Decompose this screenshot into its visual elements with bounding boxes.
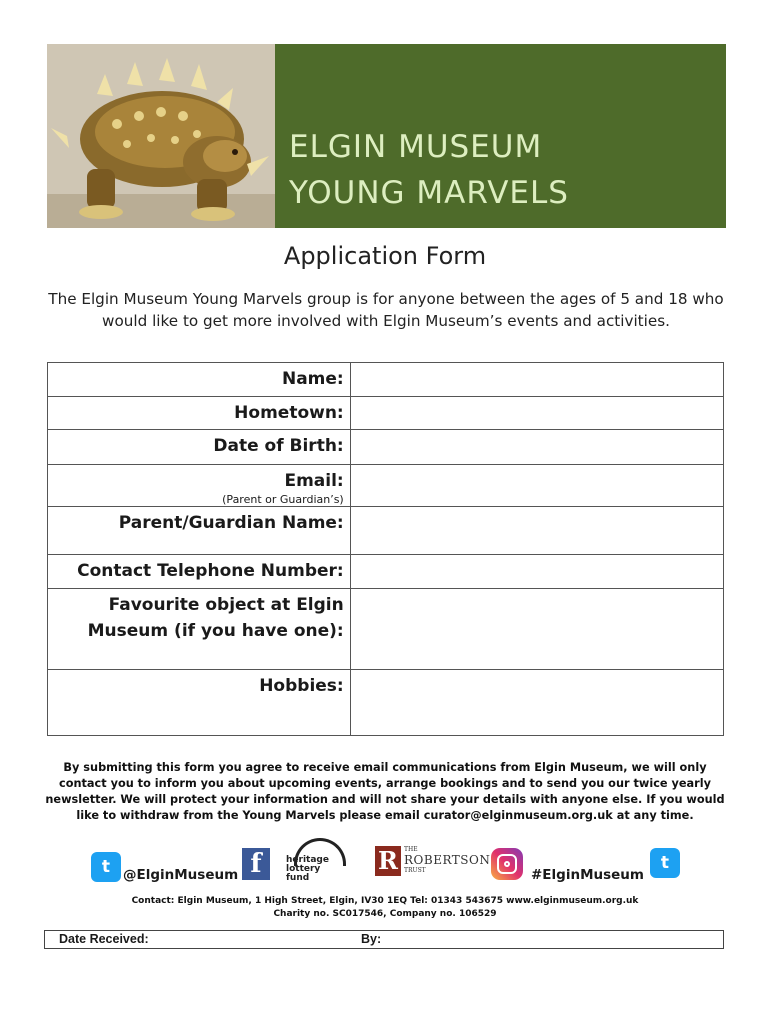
- heritage-lottery-fund-logo: [286, 838, 348, 883]
- field-label-email: Email:: [284, 471, 344, 491]
- by-label: By:: [361, 932, 382, 946]
- hometown-field[interactable]: [350, 397, 723, 430]
- telephone-field[interactable]: [350, 555, 723, 589]
- banner-title-line1: ELGIN MUSEUM: [289, 129, 543, 165]
- field-label-favourite: Favourite object at Elgin Museum (if you have one):: [48, 589, 351, 670]
- field-label-email-cell: [48, 465, 351, 507]
- hashtag: #ElginMuseum: [531, 867, 644, 883]
- guardian-name-field[interactable]: [350, 507, 723, 555]
- instagram-icon: [491, 848, 523, 880]
- charity-info: Charity no. SC017546, Company no. 106529: [273, 909, 497, 919]
- name-field[interactable]: [350, 363, 723, 397]
- banner-title-line2: YOUNG MARVELS: [289, 175, 569, 211]
- form-row-email: [48, 465, 724, 507]
- robertson-text: [404, 846, 490, 875]
- dinosaur-illustration: [47, 44, 275, 228]
- intro-text: The Elgin Museum Young Marvels group is for anyone between the ages of 5 and 18 who would like to get more involved with Elgin Museum’s events and activities.: [48, 290, 724, 330]
- email-field[interactable]: [350, 465, 723, 507]
- social-footer: [0, 836, 770, 886]
- hlf-logo-text: heritage lottery fund: [286, 855, 329, 883]
- robertson-name: ROBERTSON: [404, 853, 491, 867]
- form-row-telephone: [48, 555, 724, 589]
- date-of-birth-field[interactable]: [350, 430, 723, 465]
- contact-info: [0, 895, 770, 921]
- robertson-trust-logo: [375, 846, 491, 878]
- field-label-hobbies: Hobbies:: [48, 670, 351, 736]
- twitter-handle: @ElginMuseum: [123, 867, 239, 883]
- facebook-icon: f: [242, 848, 270, 880]
- field-sublabel-email: (Parent or Guardian’s): [222, 493, 344, 506]
- form-row-name: [48, 363, 724, 397]
- banner-title-panel: [275, 44, 726, 228]
- field-label-guardian: Parent/Guardian Name:: [48, 507, 351, 555]
- dinosaur-photo: [47, 44, 275, 228]
- field-label-telephone: Contact Telephone Number:: [48, 555, 351, 589]
- twitter-icon: t: [91, 852, 121, 882]
- form-row-hobbies: [48, 670, 724, 736]
- form-row-favourite: [48, 589, 724, 670]
- consent-text: By submitting this form you agree to receive email communications from Elgin Museum, we will only contact you to inform you about upcoming events, arrange bookings and to send you our twice yearly newsletter. We will protect your information and will not share your details with anyone else. If you would like to withdraw from the Young Marvels please email curator@elginmuseum.org.uk at any time.: [45, 761, 725, 822]
- form-row-dob: [48, 430, 724, 465]
- form-title: Application Form: [283, 242, 487, 270]
- form-row-guardian: [48, 507, 724, 555]
- field-label-dob: Date of Birth:: [48, 430, 351, 465]
- contact-address: Contact: Elgin Museum, 1 High Street, Elgin, IV30 1EQ Tel: 01343 543675 www.elginmuseum.org.uk: [131, 896, 639, 906]
- header-banner: [47, 44, 726, 228]
- favourite-object-field[interactable]: [350, 589, 723, 670]
- field-label-hometown: Hometown:: [48, 397, 351, 430]
- form-row-hometown: [48, 397, 724, 430]
- date-received-label: Date Received:: [59, 932, 149, 946]
- application-form-table: [47, 362, 724, 736]
- robertson-r-mark: R: [375, 846, 401, 876]
- office-use-box: [44, 930, 724, 949]
- robertson-the: THE: [404, 846, 418, 853]
- twitter-icon-right: t: [650, 848, 680, 878]
- banner-title: [289, 124, 569, 216]
- field-label-name: Name:: [48, 363, 351, 397]
- robertson-trust: TRUST: [404, 867, 426, 874]
- hobbies-field[interactable]: [350, 670, 723, 736]
